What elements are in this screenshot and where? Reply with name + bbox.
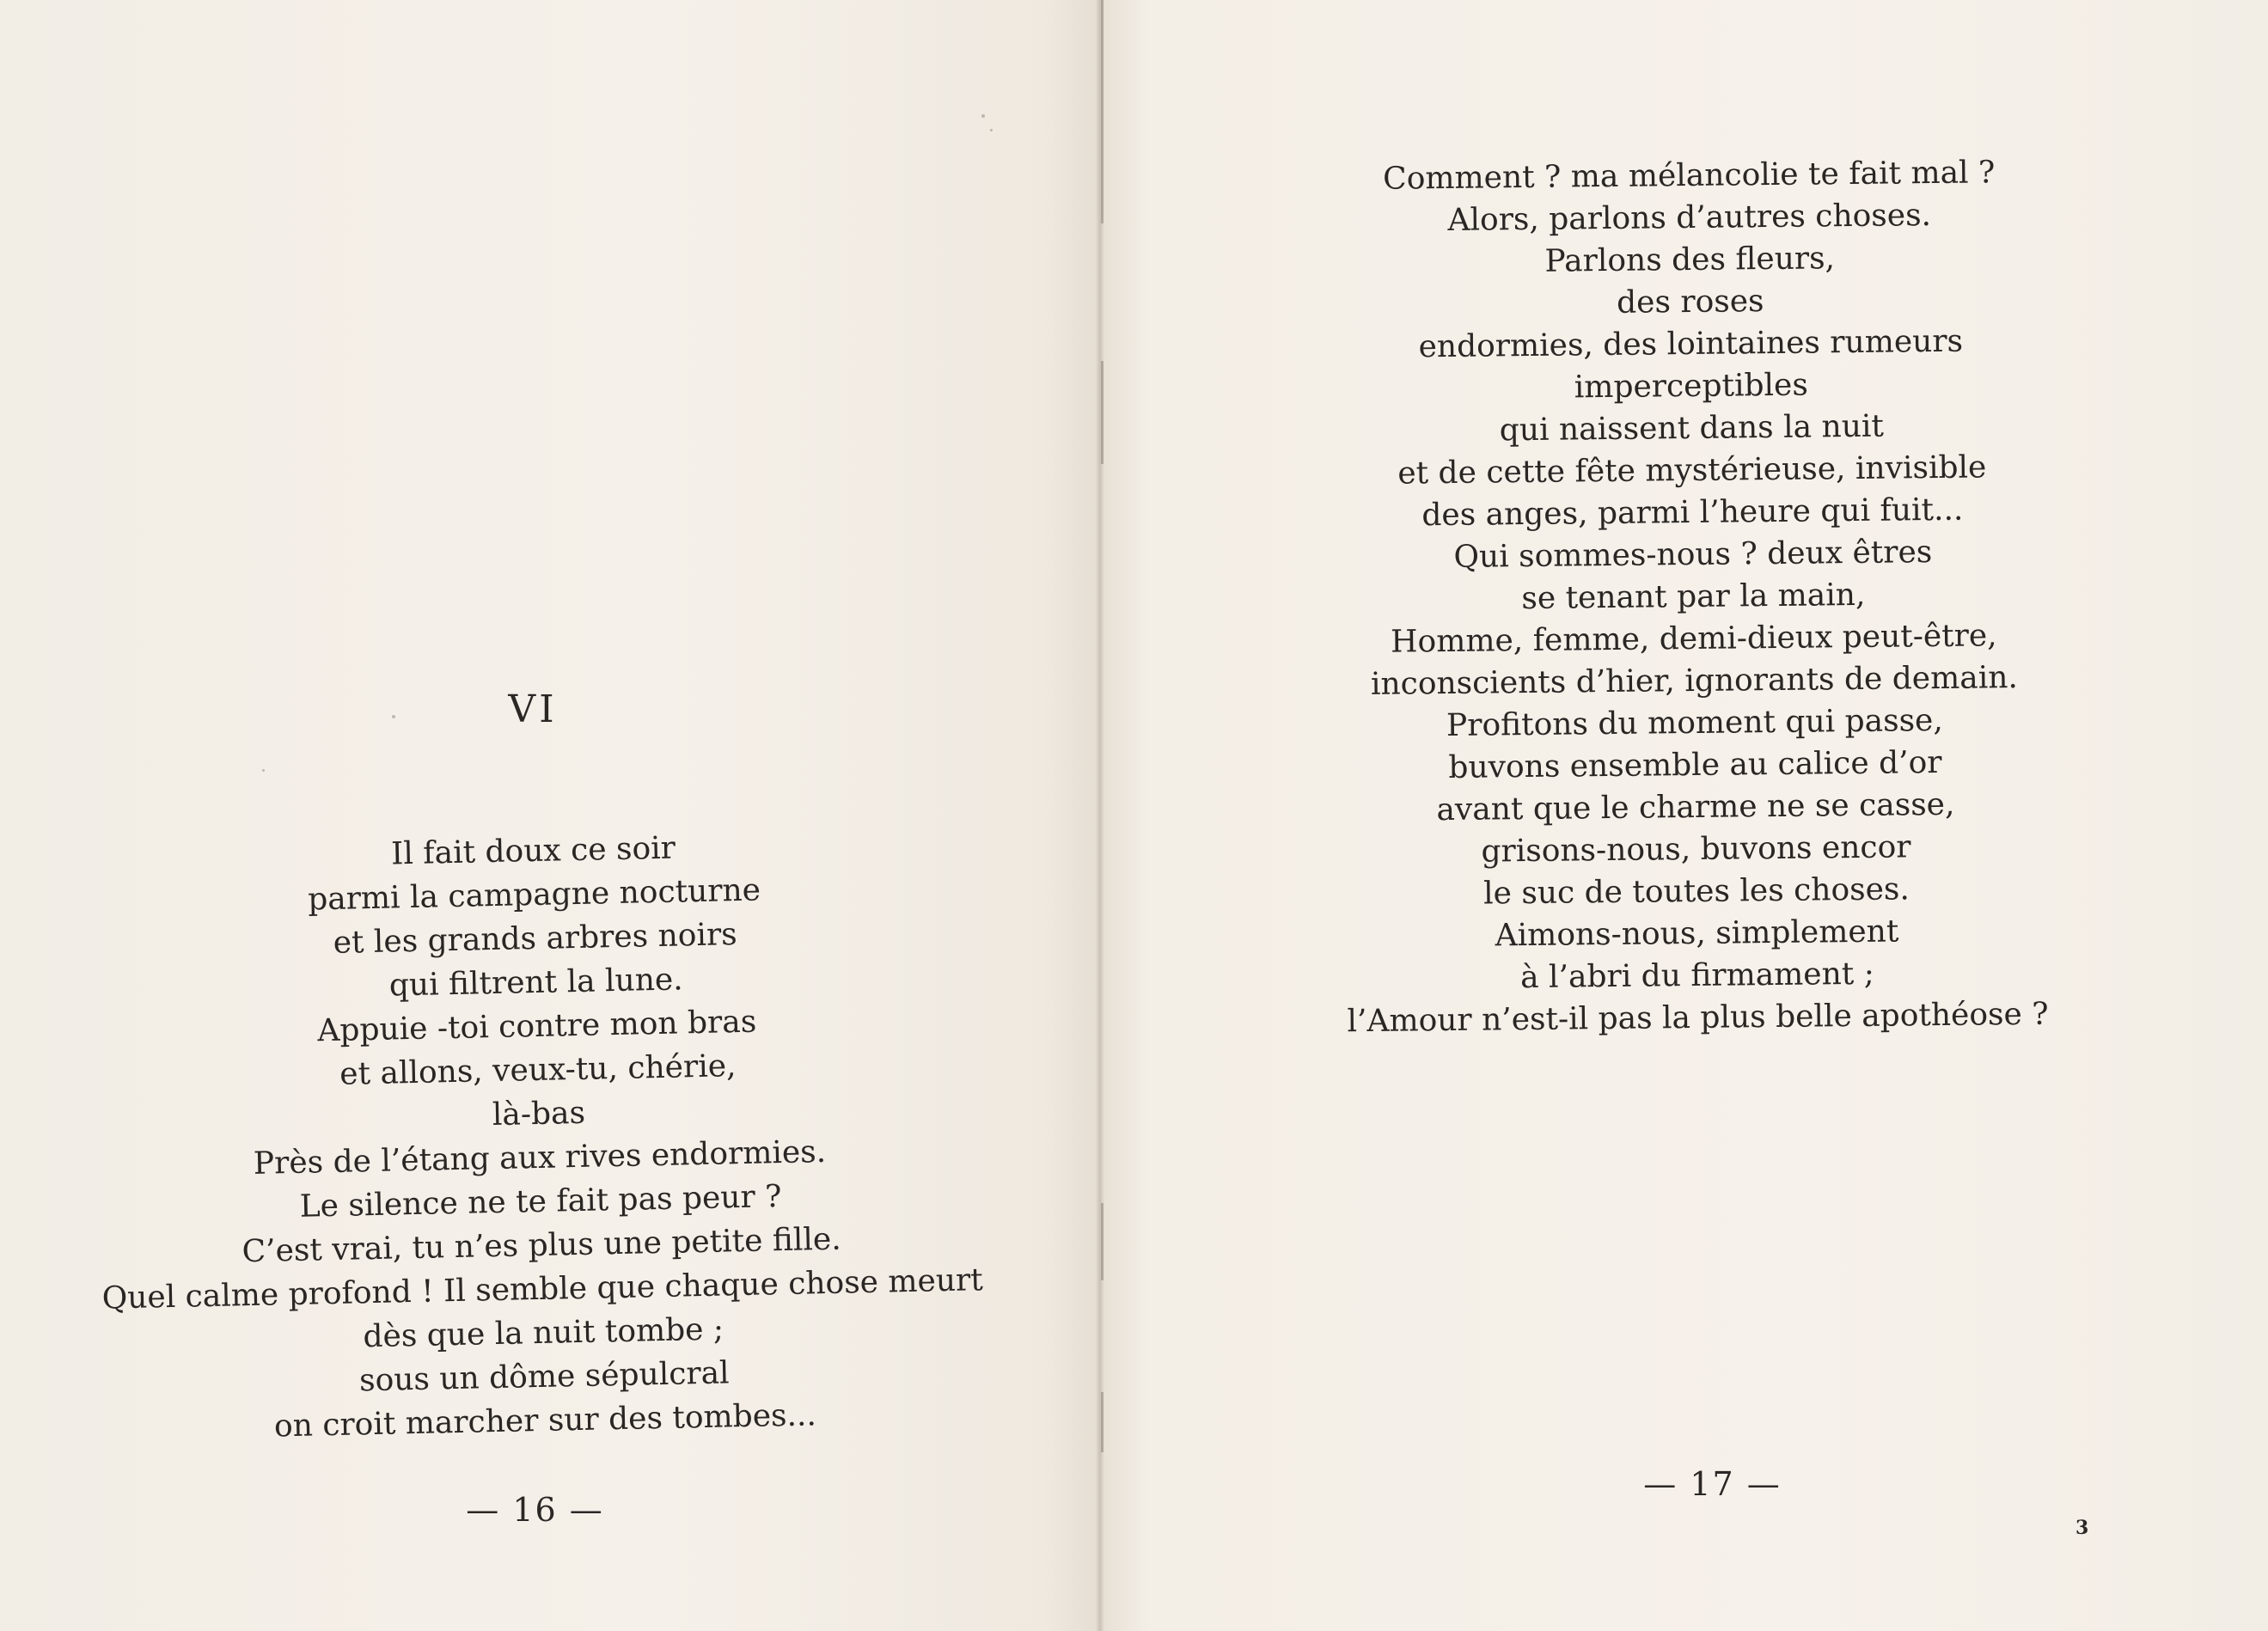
binding-stitch — [1101, 1203, 1103, 1280]
poem-right — [1100, 149, 2268, 1045]
poem-line: inconscients d’hier, ignorants de demain. — [1370, 660, 2019, 702]
chapter-number: VI — [508, 687, 558, 731]
poem-line: Il fait doux ce soir — [390, 830, 676, 872]
poem-line: et les grands arbres noirs — [333, 917, 738, 961]
poem-line: Près de l’étang aux rives endormies. — [253, 1133, 827, 1182]
poem-line: imperceptibles — [1574, 367, 1809, 406]
poem-line: Parlons des fleurs, — [1544, 241, 1836, 279]
poem-line: Qui sommes-nous ? deux êtres — [1453, 535, 1933, 575]
poem-line: qui filtrent la lune. — [388, 962, 684, 1004]
left-page — [0, 0, 1100, 1631]
poem-line: Aimons-nous, simplement — [1495, 913, 1899, 954]
poem-line: l’Amour n’est-il pas la plus belle apothéose ? — [1347, 996, 2049, 1040]
poem-line: et allons, veux-tu, chérie, — [339, 1048, 737, 1092]
poem-line: Quel calme profond ! Il semble que chaque chose meurt — [101, 1262, 984, 1316]
paper-fleck — [262, 769, 265, 772]
poem-line: Comment ? ma mélancolie te fait mal ? — [1382, 155, 1996, 197]
poem-line: Profitons du moment qui passe, — [1446, 702, 1944, 743]
poem-line: dès que la nuit tombe ; — [363, 1311, 724, 1355]
poem-left — [0, 818, 1079, 1454]
poem-line: se tenant par la main, — [1521, 577, 1866, 617]
poem-line: et de cette fête mystérieuse, invisible — [1397, 449, 1987, 492]
poem-line: on croit marcher sur des tombes... — [273, 1397, 817, 1445]
paper-fleck — [392, 715, 395, 718]
poem-line: sous un dôme sépulcral — [358, 1355, 730, 1399]
poem-line: Homme, femme, demi-dieux peut-être, — [1390, 618, 1997, 660]
poem-line: avant que le charme ne se casse, — [1436, 786, 1955, 828]
paper-fleck — [990, 129, 993, 131]
poem-line: là-bas — [492, 1095, 586, 1133]
poem-line: qui naissent dans la nuit — [1499, 408, 1885, 449]
page-number-left: — 16 — — [466, 1491, 604, 1529]
paper-fleck — [981, 114, 985, 118]
poem-line: C’est vrai, tu n’es plus une petite fille. — [241, 1221, 842, 1270]
poem-line: grisons-nous, buvons encor — [1481, 829, 1911, 870]
page-number-right: — 17 — — [1643, 1465, 1782, 1503]
poem-line: Le silence ne te fait pas peur ? — [299, 1179, 782, 1225]
signature-mark: 3 — [2075, 1517, 2089, 1539]
binding-stitch — [1101, 1392, 1103, 1452]
poem-line: buvons ensemble au calice d’or — [1448, 744, 1942, 785]
poem-line: des roses — [1616, 284, 1764, 321]
poem-line: le suc de toutes les choses. — [1482, 871, 1910, 912]
poem-line: des anges, parmi l’heure qui fuit... — [1421, 492, 1964, 534]
poem-line: Appuie -toi contre mon bras — [316, 1004, 757, 1049]
poem-line: Alors, parlons d’autres choses. — [1447, 198, 1932, 238]
poem-line: endormies, des lointaines rumeurs — [1418, 323, 1964, 365]
poem-line: parmi la campagne nocturne — [307, 872, 761, 918]
poem-line: à l’abri du firmament ; — [1519, 956, 1875, 996]
